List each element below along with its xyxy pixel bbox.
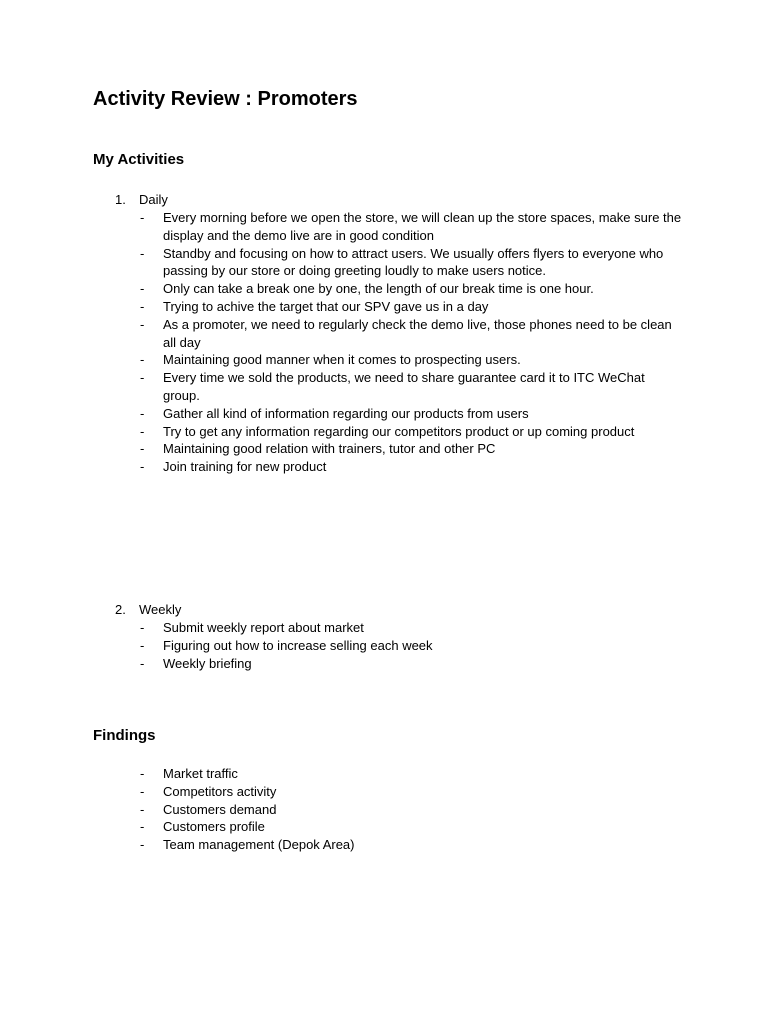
list-item [0, 423, 683, 441]
list-item [0, 458, 683, 476]
bullet-dash: - [140, 655, 145, 671]
list-item-text: Every morning before we open the store, we will clean up the store spaces, make sure the display and the demo live are in good condition [163, 210, 682, 243]
bullet-dash: - [140, 352, 145, 368]
weekly-bullets [0, 619, 768, 672]
list-item-text: Gather all kind of information regarding our products from users [163, 405, 529, 421]
list-item [0, 765, 683, 783]
findings-bullets [0, 765, 768, 854]
list-item [0, 351, 683, 369]
section-heading-findings: Findings [93, 727, 156, 744]
daily-bullets [0, 209, 768, 476]
bullet-dash: - [140, 637, 145, 653]
bullet-dash: - [140, 766, 145, 781]
bullet-dash: - [140, 316, 145, 332]
bullet-dash: - [140, 405, 145, 421]
list-item-text: Only can take a break one by one, the length of our break time is one hour. [163, 281, 594, 297]
daily-list-number: 1. [115, 192, 126, 207]
list-item [0, 316, 683, 352]
list-item [0, 783, 683, 801]
list-item-text: Weekly briefing [163, 655, 252, 671]
weekly-list [0, 601, 768, 672]
bullet-dash: - [140, 370, 145, 386]
list-item-text: Trying to achive the target that our SPV gave us in a day [163, 298, 489, 314]
daily-list [0, 191, 768, 476]
list-item-text: Standby and focusing on how to attract users. We usually offers flyers to everyone who passing by our store or doing greeting loudly to make users notice. [163, 245, 664, 279]
list-item-text: Maintaining good manner when it comes to prospecting users. [163, 352, 521, 368]
list-item [0, 209, 683, 245]
list-item [0, 405, 683, 423]
bullet-dash: - [140, 801, 145, 817]
bullet-dash: - [140, 245, 145, 261]
weekly-list-header [0, 601, 768, 619]
list-item [0, 369, 683, 405]
bullet-dash: - [140, 783, 145, 799]
bullet-dash: - [140, 210, 145, 225]
weekly-list-number: 2. [115, 602, 126, 617]
list-item-text: Figuring out how to increase selling each week [163, 637, 433, 653]
findings-list [0, 765, 768, 854]
list-item [0, 801, 683, 819]
list-item [0, 637, 683, 655]
list-item [0, 836, 683, 854]
list-item [0, 655, 683, 673]
list-item-text: Competitors activity [163, 783, 277, 799]
list-item-text: Submit weekly report about market [163, 620, 364, 635]
list-item-text: Customers profile [163, 819, 265, 835]
list-item [0, 818, 683, 836]
bullet-dash: - [140, 819, 145, 835]
bullet-dash: - [140, 298, 145, 314]
list-item [0, 619, 683, 637]
list-item [0, 440, 683, 458]
list-item-text: Join training for new product [163, 459, 327, 475]
bullet-dash: - [140, 459, 145, 475]
list-item [0, 245, 683, 281]
list-item-text: As a promoter, we need to regularly check the demo live, those phones need to be clean all day [163, 316, 672, 350]
daily-list-label: Daily [139, 192, 168, 207]
section-heading-my-activities: My Activities [93, 151, 185, 168]
daily-list-header [0, 191, 768, 209]
list-item-text: Maintaining good relation with trainers, tutor and other PC [163, 441, 496, 457]
weekly-list-label: Weekly [139, 602, 182, 617]
bullet-dash: - [140, 423, 145, 439]
bullet-dash: - [140, 620, 145, 635]
list-item [0, 298, 683, 316]
bullet-dash: - [140, 281, 145, 297]
document-title: Activity Review : Promoters [93, 88, 358, 110]
list-item [0, 280, 683, 298]
bullet-dash: - [140, 441, 145, 457]
list-item-text: Team management (Depok Area) [163, 837, 355, 853]
list-item-text: Try to get any information regarding our competitors product or up coming product [163, 423, 635, 439]
list-item-text: Market traffic [163, 766, 238, 781]
list-item-text: Customers demand [163, 801, 277, 817]
bullet-dash: - [140, 837, 145, 853]
list-item-text: Every time we sold the products, we need to share guarantee card it to ITC WeChat group. [163, 370, 645, 403]
